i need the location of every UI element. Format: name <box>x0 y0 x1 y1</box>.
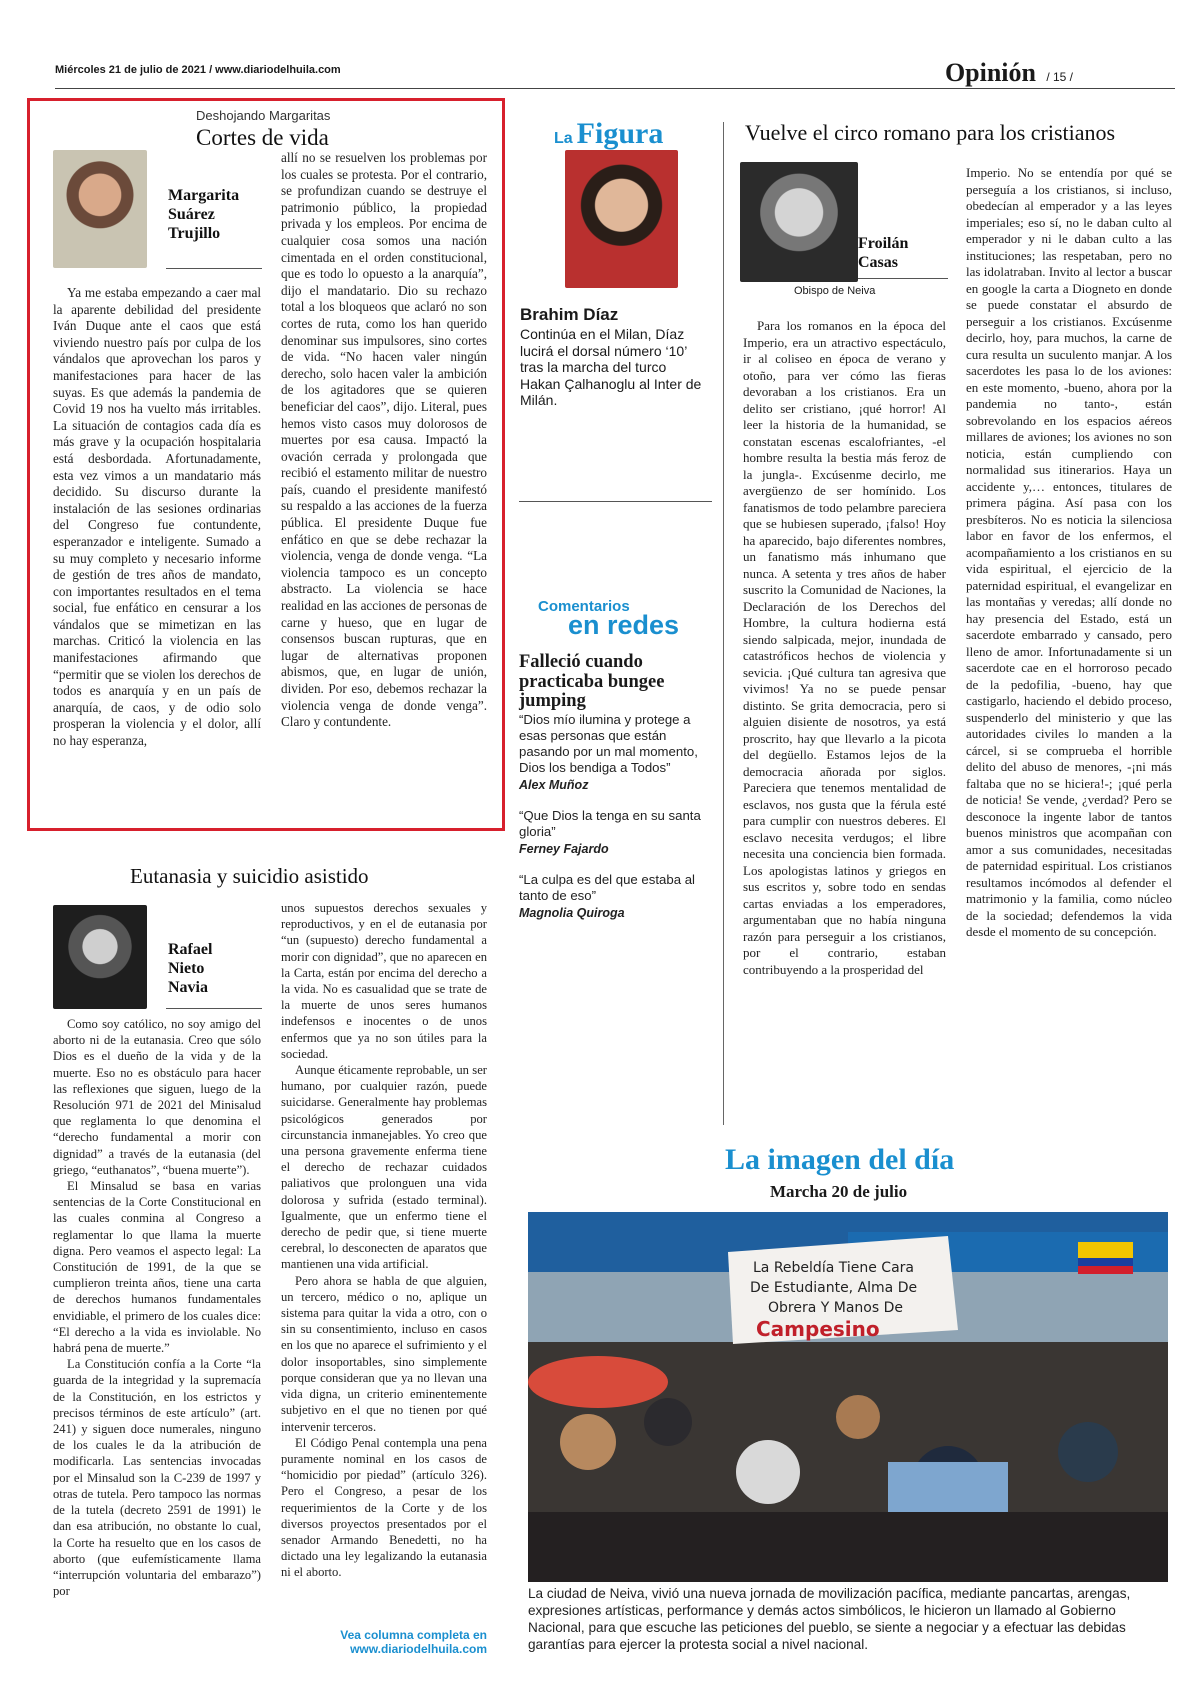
player-photo <box>565 150 678 288</box>
author-photo <box>53 905 147 1009</box>
section-divider <box>519 501 712 502</box>
comment-text: “Dios mío ilumina y protege a esas personas que están pasando por un mal momento, Dios los bendiga a Todos” <box>519 712 698 775</box>
protest-photo <box>528 1212 1168 1582</box>
article-column-2: Imperio. No se entendía por qué se perseguía a los cristianos, si incluso, obedecían al emperador y a las leyes imperiales; eso sí, no le daban culto al emperador y ni le daban culto a las instituciones; las respetaban, pero no las idolatraban. Invito al lector a buscar en google la carta a Diogneto en donde se puede constatar el absurdo de perseguir a los cristianos. Excúsenme decirlo, hoy, para muchos, la carne de cura resulta un suculento manjar. A los sacerdotes les pasa lo de los aviones: en este momento, -bueno, ahora por la pandemia no tanto-, están sobrevolando en los espacios aéreos millares de aviones; los aviones no son noticia, están cumpliendo con normalidad sus itinerarios. Haya un accidente y,… entonces, titulares de primera página. Así pasa con los presbíteros. No es noticia la silenciosa labor en favor de los enfermos, el acompañamiento a los cristianos en su vida espiritual, el ejercicio de la paternidad espiritual, el evangelizar en las montañas y veredas; allí donde no hay presencia del Estado, está un sacerdote embarrado y cansado, pero lleno de amor. Infortunadamente si un sacerdote cae en el horroroso pecado de la pedofilia, -bueno, hay que castigarlo, haciendo el debido proceso, suspenderlo del ministerio y que las autoridades civiles lo manden a la cárcel, si se comprueba el horrible delito del abuso de menores, -¡ni más faltaba que no se hiciera!-; ¡qué perla de noticia! Se vende, ¿verdad? Pero se desconoce la ingente labor de tantos buenos ministros que acompañan con amor a sus comunidades, necesitadas de paternidad espiritual. Los cristianos resultamos incómodos al defender el matrimonio y la familia, como núcleo de la sociedad; defendemos la vida desde el momento de su concepción. <box>966 165 1172 939</box>
author-role: Obispo de Neiva <box>794 285 876 297</box>
author-rule <box>858 278 948 279</box>
author-rule <box>166 268 262 269</box>
section-title: Opinión <box>944 58 1036 87</box>
column-kicker: Deshojando Margaritas <box>196 108 331 123</box>
read-more-link[interactable]: Vea columna completa en www.diariodelhuila.com <box>340 1628 487 1656</box>
author-photo <box>53 150 147 268</box>
column-divider <box>723 122 724 1125</box>
article-column-1: Como soy católico, no soy amigo del aborto ni de la eutanasia. Creo que sólo Dios es el dueño de la vida y de la muerte. Eso no es obstáculo para hacer las reflexiones que siguen, luego de la Resolución 971 de 2021 del Minisalud que reglamenta lo que denomina el “derecho fundamental a morir con dignidad” a través de la eutanasia (del griego, “euthanatos”, “buena muerte”). El Minsalud se basa en varias sentencias de la Corte Constitucional en las cuales conmina al Congreso a reglamentar lo que llama la muerte digna. Pero veamos el aspecto legal: La Constitución de 1991, de la que se cumplieron treinta años, tiene una carta de derechos humanos fundamentales envidiable, el primero de los cuales dice: “El derecho a la vida es inviolable. No habrá pena de muerte.” La Constitución confía a la Corte “la guarda de la integridad y la supremacía de la Constitución, en los estrictos y precisos términos de este artículo” (art. 241) y siguen doce numerales, ninguno de los cuales le da la atribución de modificarla. Las sentencias invocadas por el Minsalud son la C-239 de 1997 y otras de tutela. Pero tampoco las normas de la tutela (decreto 2591 de 1991) le dan esa atribución, no obstante lo cual, la Corte ha resuelto que en los casos de aborto (que eufemísticamente llama “interrupción voluntaria del embarazo”) por <box>53 1017 261 1599</box>
article-title: Vuelve el circo romano para los cristianos <box>745 120 1116 145</box>
comment-author: Ferney Fajardo <box>519 842 609 856</box>
article-title: Eutanasia y suicidio asistido <box>130 864 369 888</box>
article-column-1: Ya me estaba empezando a caer mal la aparente debilidad del presidente Iván Duque ante el caos que está viviendo nuestro país por culpa de los vándalos que aprovechan los paros y manifestaciones para hacer de las suyas. Es que además la pandemia de Covid 19 nos ha vuelto más irritables. La situación de contagios cada día es más grave y la ocupación hospitalaria está desbordada. Afortunadamente, esta vez vimos a un mandatario más decidido. Su discurso durante la instalación de las sesiones ordinarias del Congreso fue contundente, esperanzador e inteligente. Sumado a su muy completo y necesario informe de gestión de tres años de mandato, con importantes resultados en el tema social, fue enfático en censurar a los vándalos que se mimetizan en las marchas. Criticó la violencia en las manifestaciones afirmando que “permitir que se violen los derechos de todos es anarquía y en un país de anarquía, de caos, y de odio solo prosperan la violencia y el dolor, allí no hay esperanza, <box>53 285 261 749</box>
article-column-2: allí no se resuelven los problemas por los cuales se protesta. Por el contrario, se profundizan cuando se destruye el patrimonio público, la propiedad privada y los empleos. Por encima de cualquier cosa somos una nación cimentada en el orden constitucional, que es todo lo opuesto a la anarquía”, dijo el mandatario. Dio su rechazo total a los bloqueos que aclaró no son cortes de ruta, como los han querido denominar sus impulsores, sino cortes de vida. “No hacen valer ningún derecho, solo hacen valer la ambición de los agitadores que se quieren beneficiar del caos”, dijo. Literal, pues hemos visto casos muy dolorosos de muertes por esa causa. Impactó la ovación cerrada y prolongada que recibió el estamento militar de nuestro país, cuando el presidente manifestó su respaldo a las acciones de la fuerza pública. El presidente Duque fue enfático en que se debe rechazar la violencia, venga de donde venga. “La violencia tampoco es un concepto abstracto. La violencia se hace realidad en las acciones de personas de carne y hueso, que en lugar de consensos buscan rupturas, que en lugar de alternativas proponen abismos, que, en lugar de unión, dividen. Por eso, debemos rechazar la violencia venga de donde venga”. Claro y contundente. <box>281 150 487 730</box>
banner-line-1: La Rebeldía Tiene Cara <box>753 1260 914 1276</box>
header-rule <box>55 88 1175 89</box>
redes-headline: Falleció cuando practicaba bungee jumping <box>519 652 665 711</box>
article-column-2: unos supuestos derechos sexuales y reproductivos, y en el de eutanasia por “un (supuesto) derecho fundamental a morir con dignidad”, que no aparecen en la Carta, están por encima del derecho a la vida. No es casualidad que se trate de la muerte de unos seres humanos indefensos e inocentes o de unos enfermos que ya no son útiles para la sociedad. Aunque éticamente reprobable, un ser humano, por cualquier razón, puede suicidarse. Generalmente hay problemas psicológicos generados por circunstancia inmanejables. Yo creo que una persona gravemente enferma tiene el derecho de rechazar cuidados paliativos que prolonguen una vida dolorosa y sufrida (estado terminal). Igualmente, que un enfermo tiene el derecho de pedir que, si tiene muerte cerebral, lo desconecten de aparatos que mantienen una vida artificial. Pero ahora se habla de que alguien, un tercero, médico o no, aplique un sistema para quitar la vida a otro, con o sin su consentimiento, incluso en casos en los que no aparece el sufrimiento y el dolor insoportables, sino simplemente porque consideran que ya no llevan una vida digna, un criterio eminentemente subjetivo en el que no tienen por qué intervenir terceros. El Código Penal contempla una pena puramente nominal en los casos de “homicidio por piedad” (artículo 326). Pero el Congreso, a pesar de los requerimientos de la Corte y de los diversos proyectos presentados por el senador Armando Benedetti, no ha dictado una ley legalizando la eutanasia ni el aborto. <box>281 901 487 1580</box>
image-section-title: La imagen del día <box>725 1143 955 1176</box>
comments-list <box>519 712 719 920</box>
photo-caption: La ciudad de Neiva, vivió una nueva jornada de movilización pacífica, mediante pancartas, arengas, expresiones artísticas, performance y demás actos simbólicos, le hicieron un llamado al Gobierno Nacional, para que escuche las peticiones del pueblo, se siente a negociar y a efectuar las debidas garantías para ejercer la protesta social a nivel nacional. <box>528 1586 1131 1652</box>
protest-scene <box>528 1212 1168 1582</box>
page-number: / 15 / <box>1046 70 1073 84</box>
author-name: Froilán Casas <box>858 235 909 271</box>
comment-text: “La culpa es del que estaba al tanto de eso” <box>519 872 695 903</box>
player-description: Continúa en el Milan, Díaz lucirá el dorsal número ‘10’ tras la marcha del turco Hakan Çalhanoglu al Inter de Milán. <box>520 326 702 408</box>
author-name: Rafael Nieto Navia <box>168 941 213 996</box>
comment-text: “Que Dios la tenga en su santa gloria” <box>519 808 701 839</box>
article-column-1: Para los romanos en la época del Imperio, era un atractivo espectáculo, ir al coliseo en época de verano y otoño, para ver cómo las fieras devoraban a los cristianos. Era un delito ser cristiano, ¡qué horror! Al leer la historia de la humanidad, se constatan escenas escalofriantes, -el hombre resulta la bestia más feroz de la jungla-. Excúsenme decirlo, me avergüenzo de ser homínido. Los fanatismos de todo pelambre pareciera que se hubiesen superado, ¡falso! Hoy ha aparecido, bajo diferentes nombres, un fanatismo más inhumano que nunca. A setenta y tres años de haber suscrito la Comunidad de Naciones, la Declaración de los Derechos del Hombre, la cultura hodierna está siendo salpicada, mejor, inundada de catastróficos hechos de violencia y sevicia. ¡Qué cultura tan agresiva que vivimos! Ya no se puede pensar distinto. Se grita democracia, pero si alguien disiente de nosotros, ya está proscrito, hay que llevarlo a la picota del degüello. Estamos lejos de la democracia añorada por siglos. Pareciera que tenemos mentalidad de esclavos, nos gusta que la férula esté para cumplir con nuestros deberes. El esclavo necesita verdugos; el libre necesita una conciencia bien formada. Los apologistas latinos y griegos en sus escritos y, sobre todo en sendas cartas enviadas a los emperadores, argumentaban que no había ninguna razón para perseguir a los cristianos, por el contrario, estaban contribuyendo a la prosperidad del <box>743 318 946 977</box>
banner-line-4: Campesino <box>756 1317 880 1341</box>
la-figura-header: La Figura <box>554 117 664 150</box>
image-section-subtitle: Marcha 20 de julio <box>770 1182 908 1201</box>
banner-line-2: De Estudiante, Alma De <box>750 1280 918 1296</box>
comment-author: Magnolia Quiroga <box>519 906 625 920</box>
redes-kicker: Comentarios <box>538 598 630 615</box>
player-name: Brahim Díaz <box>520 305 619 324</box>
masthead-date-site: Miércoles 21 de julio de 2021 / www.diariodelhuila.com <box>55 64 341 76</box>
banner-line-3: Obrera Y Manos De <box>768 1300 903 1316</box>
comment-author: Alex Muñoz <box>519 778 589 792</box>
author-photo <box>740 162 858 282</box>
redes-title: en redes <box>568 610 680 640</box>
article-title: Cortes de vida <box>196 125 329 150</box>
author-name: Margarita Suárez Trujillo <box>168 187 240 242</box>
author-rule <box>166 1008 262 1009</box>
